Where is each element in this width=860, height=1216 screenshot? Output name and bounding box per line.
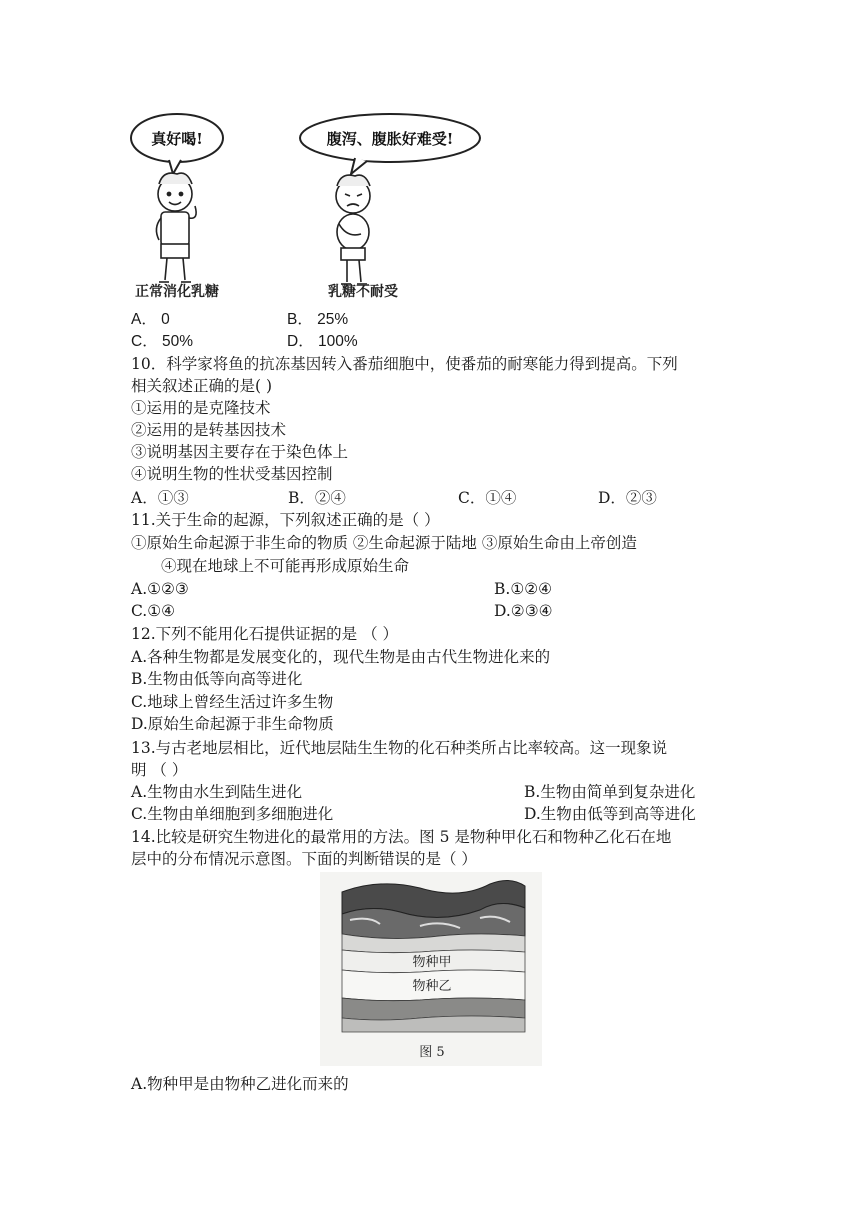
- figure5-caption: 图 5: [419, 1045, 445, 1060]
- q13-option-d: D.生物由低等到高等进化: [524, 805, 696, 823]
- q10-item-2: ②运用的是转基因技术: [131, 421, 287, 439]
- q9-option-c: C． 50%: [131, 333, 194, 350]
- q14-option-a: A.物种甲是由物种乙进化而来的: [131, 1075, 349, 1093]
- q11-option-d: D.②③④: [494, 602, 553, 620]
- right-speech-bubble: [300, 114, 480, 174]
- q11-option-a: A.①②③: [131, 580, 189, 598]
- q10-option-a: A．①③: [131, 489, 189, 507]
- q12-option-d: D.原始生命起源于非生命物质: [131, 715, 334, 733]
- q10-option-c: C．①④: [458, 489, 517, 507]
- q11-option-c: C.①④: [131, 602, 176, 620]
- q10-item-4: ④说明生物的性状受基因控制: [131, 465, 333, 483]
- q10-option-d: D．②③: [598, 489, 657, 507]
- q13-option-b: B.生物由简单到复杂进化: [524, 783, 696, 801]
- left-speech-bubble: [131, 114, 223, 174]
- q11-option-b: B.①②④: [494, 580, 553, 598]
- q12-stem: 12.下列不能用化石提供证据的是 （ ）: [131, 625, 399, 643]
- right-speech-text: 腹泻、腹胀好难受!: [326, 130, 454, 148]
- q12-option-a: A.各种生物都是发展变化的，现代生物是由古代生物进化来的: [131, 648, 551, 666]
- happy-boy-figure: [156, 173, 196, 282]
- q14-stem-line2: 层中的分布情况示意图。下面的判断错误的是（ ）: [131, 850, 477, 868]
- q13-option-c: C.生物由单细胞到多细胞进化: [131, 805, 334, 823]
- figure5-strata-diagram: [320, 872, 542, 1066]
- q11-stem: 11.关于生命的起源，下列叙述正确的是（ ）: [131, 511, 440, 529]
- q11-items-line1: ①原始生命起源于非生命的物质 ②生命起源于陆地 ③原始生命由上帝创造: [131, 534, 637, 552]
- q12-option-c: C.地球上曾经生活过许多生物: [131, 693, 334, 711]
- q12-option-b: B.生物由低等向高等进化: [131, 670, 303, 688]
- q10-option-b: B．②④: [288, 489, 346, 507]
- right-caption: 乳糖不耐受: [328, 284, 398, 300]
- q9-option-a: A． 0: [131, 311, 170, 328]
- q13-stem-line2: 明 （ ）: [131, 761, 188, 779]
- q11-items-line2: ④现在地球上不可能再形成原始生命: [161, 557, 410, 575]
- q9-option-d: D． 100%: [287, 333, 358, 350]
- sick-boy-figure: [336, 175, 370, 284]
- q9-option-b: B． 25%: [287, 311, 349, 328]
- q10-stem-line1: 10．科学家将鱼的抗冻基因转入番茄细胞中，使番茄的耐寒能力得到提高。下列: [131, 355, 678, 373]
- q10-item-1: ①运用的是克隆技术: [131, 399, 271, 417]
- q10-item-3: ③说明基因主要存在于染色体上: [131, 443, 349, 461]
- q13-option-a: A.生物由水生到陆生进化: [131, 783, 303, 801]
- q14-stem-line1: 14.比较是研究生物进化的最常用的方法。图 5 是物种甲化石和物种乙化石在地: [131, 828, 672, 846]
- q10-stem-line2: 相关叙述正确的是( ): [131, 377, 273, 395]
- left-caption: 正常消化乳糖: [135, 284, 219, 300]
- figure5-label-jia: 物种甲: [412, 955, 452, 970]
- lactose-illustration: [125, 108, 505, 304]
- left-speech-text: 真好喝!: [151, 130, 203, 148]
- figure5-label-yi: 物种乙: [412, 979, 452, 994]
- q13-stem-line1: 13.与古老地层相比，近代地层陆生生物的化石种类所占比率较高。这一现象说: [131, 739, 668, 757]
